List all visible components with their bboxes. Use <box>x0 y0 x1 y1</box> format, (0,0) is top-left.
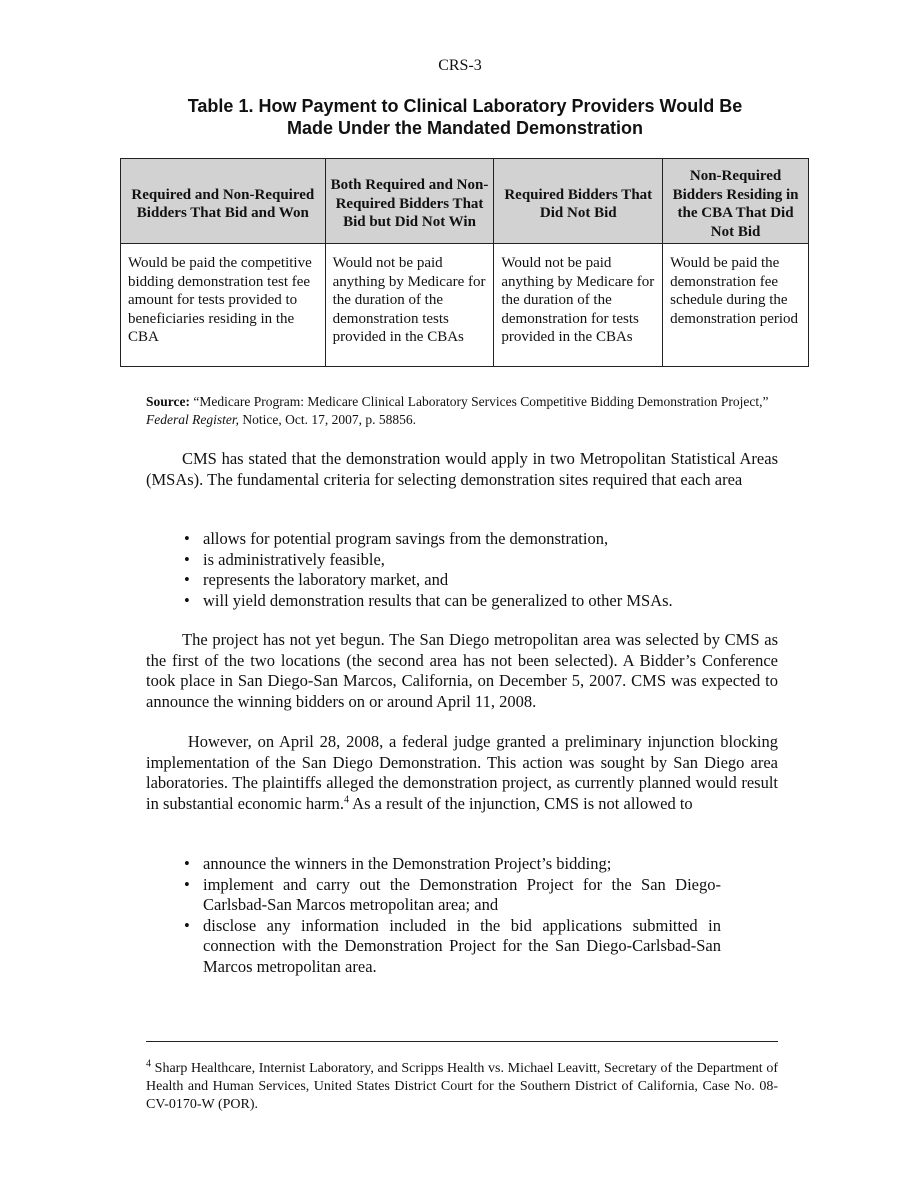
footnote-text: Sharp Healthcare, Internist Laboratory, and Scripps Health vs. Michael Leavitt, Secretary of the Department of Health and Human Services, United States District Court for the Southern District of California, Case No. 08-CV-0170-W (POR). <box>146 1061 778 1112</box>
table-cell: Would be paid the competitive bidding demonstration test fee amount for tests provided to beneficiaries residing in the CBA <box>121 244 326 367</box>
list-item <box>146 529 721 550</box>
paragraph-project-status <box>146 630 778 712</box>
list-item <box>146 875 721 916</box>
list-item-text: disclose any information included in the bid applications submitted in connection with the Demonstration Project for the San Diego-Carlsbad-San Marcos metropolitan area. <box>203 915 721 976</box>
table-title-line-1: Table 1. How Payment to Clinical Laboratory Providers Would Be <box>187 96 743 116</box>
footnote <box>146 1060 778 1114</box>
table-header-cell: Both Required and Non-Required Bidders That Bid but Did Not Win <box>325 159 494 244</box>
payment-table <box>120 158 809 367</box>
table-header-cell: Non-Required Bidders Residing in the CBA That Did Not Bid <box>663 159 809 244</box>
table-cell: Would not be paid anything by Medicare for the duration of the demonstration for tests provided in the CBAs <box>494 244 663 367</box>
source-publication: Federal Register, <box>146 411 239 427</box>
table-header-cell: Required Bidders That Did Not Bid <box>494 159 663 244</box>
list-item-text: allows for potential program savings from the demonstration, <box>203 529 609 548</box>
bullet-icon: • <box>184 590 190 610</box>
list-item <box>146 854 721 875</box>
injunction-bullet-list <box>146 854 721 977</box>
page-number-header: CRS-3 <box>438 57 482 74</box>
table-header-row <box>121 159 809 244</box>
list-item-text: is administratively feasible, <box>203 549 385 569</box>
source-citation: Notice, Oct. 17, 2007, p. 58856. <box>238 411 416 427</box>
list-item <box>146 916 721 978</box>
list-item <box>146 570 721 591</box>
paragraph-text: The project has not yet begun. The San Diego metropolitan area was selected by CMS as the first of the two locations (the second area has not been selected). A Bidder’s Conference took place in San Diego-San Marcos, California, on December 5, 2007. CMS was expected to announce the winning bidders on or around April 11, 2008. <box>146 630 778 711</box>
paragraph-msa-criteria <box>146 449 778 490</box>
list-item-text: represents the laboratory market, and <box>203 570 449 589</box>
footnote-divider <box>146 1041 778 1042</box>
bullet-icon: • <box>184 874 190 894</box>
source-label: Source: <box>146 394 190 409</box>
paragraph-text: CMS has stated that the demonstration would apply in two Metropolitan Statistical Areas (MSAs). The fundamental criteria for selecting demonstration sites required that each area <box>146 449 778 489</box>
criteria-bullet-list <box>146 529 721 611</box>
list-item-text: implement and carry out the Demonstration Project for the San Diego-Carlsbad-San Marcos metropolitan area; and <box>203 874 721 914</box>
table-source-note <box>146 393 778 428</box>
table-header-cell: Required and Non-Required Bidders That Bid and Won <box>121 159 326 244</box>
table-cell: Would not be paid anything by Medicare for the duration of the demonstration tests provided in the CBAs <box>325 244 494 367</box>
source-text: “Medicare Program: Medicare Clinical Laboratory Services Competitive Bidding Demonstration Project,” <box>190 394 769 409</box>
bullet-icon: • <box>184 549 190 569</box>
list-item-text: announce the winners in the Demonstration Project’s bidding; <box>203 854 612 873</box>
list-item-text: will yield demonstration results that can be generalized to other MSAs. <box>203 590 673 610</box>
list-item <box>146 550 721 571</box>
bullet-icon: • <box>184 570 190 589</box>
paragraph-injunction <box>146 732 778 814</box>
list-item <box>146 591 721 612</box>
bullet-icon: • <box>184 915 190 935</box>
table-title <box>120 95 810 139</box>
table-row <box>121 244 809 367</box>
paragraph-text: However, on April 28, 2008, a federal judge granted a preliminary injunction blocking implementation of the San Diego Demonstration. This action was sought by San Diego area laboratories. The plaintiffs alleged the demonstration project, as currently planned would result in substantial economic harm. <box>146 732 778 813</box>
paragraph-text-continued: As a result of the injunction, CMS is not allowed to <box>348 793 693 813</box>
footnote-number: 4 <box>146 1058 151 1070</box>
footnote-reference: 4 <box>343 794 349 805</box>
table-title-line-2: Made Under the Mandated Demonstration <box>286 118 644 138</box>
bullet-icon: • <box>184 854 190 873</box>
bullet-icon: • <box>184 529 190 548</box>
table-cell: Would be paid the demonstration fee schedule during the demonstration period <box>663 244 809 367</box>
